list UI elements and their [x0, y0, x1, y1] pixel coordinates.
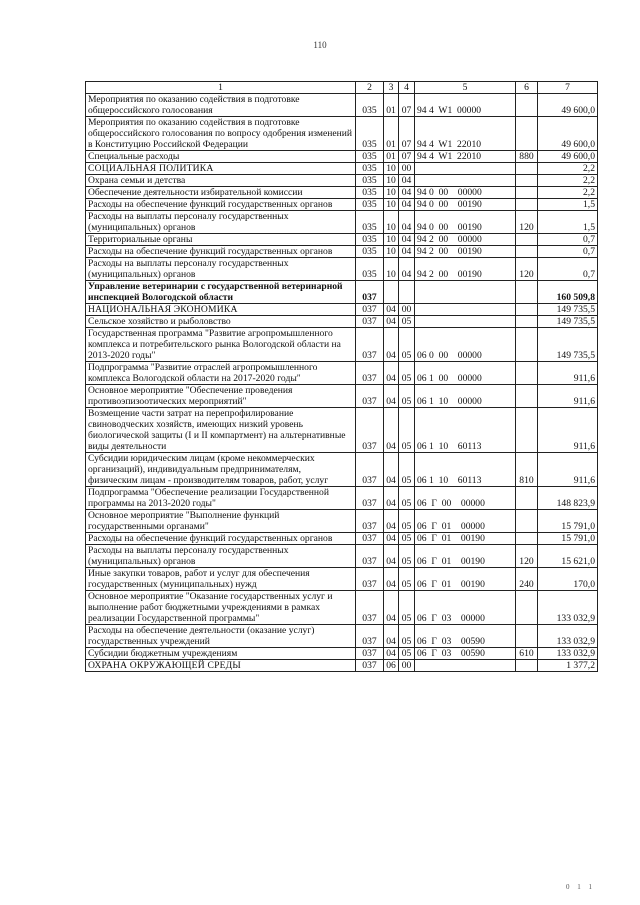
row-vr-cell [516, 591, 538, 625]
table-row [86, 453, 598, 487]
row-csr-cell [415, 304, 516, 316]
row-csr-cell: 06 1 10 60113 [415, 453, 516, 487]
row-rz-cell: 06 [384, 660, 399, 672]
table-row [86, 163, 598, 175]
row-name-cell: Иные закупки товаров, работ и услуг для обеспечения государственных (муниципальных) нужд [86, 568, 356, 591]
row-grbs-cell: 037 [356, 625, 384, 648]
row-csr-cell: 94 0 00 00190 [415, 199, 516, 211]
row-sum-cell: 15 791,0 [538, 510, 598, 533]
row-pr-cell: 07 [399, 94, 415, 117]
row-pr-cell: 05 [399, 591, 415, 625]
row-pr-cell: 05 [399, 408, 415, 453]
row-grbs-cell: 037 [356, 510, 384, 533]
row-grbs-cell: 037 [356, 316, 384, 328]
row-rz-cell: 04 [384, 385, 399, 408]
row-grbs-cell: 035 [356, 211, 384, 234]
row-name-cell: Обеспечение деятельности избирательной комиссии [86, 187, 356, 199]
row-name-cell: Государственная программа "Развитие агропромышленного комплекса и потребительского рынка Вологодской области на 2013-2020 годы" [86, 328, 356, 362]
row-sum-cell: 49 600,0 [538, 151, 598, 163]
row-csr-cell: 06 Г 01 00190 [415, 545, 516, 568]
row-csr-cell: 06 Г 01 00190 [415, 533, 516, 545]
header-cell-pr: 4 [399, 82, 415, 94]
row-vr-cell [516, 187, 538, 199]
table-row [86, 281, 598, 304]
row-name-cell: Управление ветеринарии с государственной ветеринарной инспекцией Вологодской области [86, 281, 356, 304]
row-name-cell: Субсидии бюджетным учреждениям [86, 648, 356, 660]
row-csr-cell: 94 4 W1 22010 [415, 117, 516, 151]
row-csr-cell: 06 1 00 00000 [415, 362, 516, 385]
row-rz-cell: 10 [384, 163, 399, 175]
row-sum-cell: 911,6 [538, 362, 598, 385]
row-grbs-cell: 035 [356, 187, 384, 199]
row-csr-cell: 06 1 10 00000 [415, 385, 516, 408]
row-rz-cell: 04 [384, 510, 399, 533]
table-row [86, 648, 598, 660]
row-grbs-cell: 037 [356, 660, 384, 672]
table-row [86, 660, 598, 672]
row-pr-cell: 04 [399, 258, 415, 281]
row-name-cell: Субсидии юридическим лицам (кроме некоммерческих организаций), индивидуальным предпринимателям, физическим лицам - производителям товаров, работ, услуг [86, 453, 356, 487]
row-pr-cell: 07 [399, 117, 415, 151]
row-sum-cell: 2,2 [538, 187, 598, 199]
row-csr-cell: 94 4 W1 22010 [415, 151, 516, 163]
row-csr-cell: 94 0 00 00190 [415, 211, 516, 234]
row-csr-cell: 06 Г 03 00590 [415, 625, 516, 648]
row-vr-cell [516, 328, 538, 362]
table-row [86, 304, 598, 316]
row-name-cell: Основное мероприятие "Оказание государственных услуг и выполнение работ бюджетными учреждениями в рамках реализации Государственной программы" [86, 591, 356, 625]
row-sum-cell: 911,6 [538, 385, 598, 408]
table-row [86, 175, 598, 187]
row-grbs-cell: 037 [356, 408, 384, 453]
row-sum-cell: 2,2 [538, 163, 598, 175]
row-sum-cell: 1,5 [538, 199, 598, 211]
row-name-cell: Территориальные органы [86, 234, 356, 246]
row-grbs-cell: 037 [356, 533, 384, 545]
row-csr-cell: 06 Г 03 00590 [415, 648, 516, 660]
row-name-cell: Основное мероприятие "Обеспечение проведения противоэпизоотических мероприятий" [86, 385, 356, 408]
row-rz-cell [384, 281, 399, 304]
row-rz-cell: 04 [384, 568, 399, 591]
row-vr-cell: 810 [516, 453, 538, 487]
row-grbs-cell: 037 [356, 545, 384, 568]
table-row [86, 568, 598, 591]
row-pr-cell [399, 281, 415, 304]
row-vr-cell: 120 [516, 258, 538, 281]
row-sum-cell: 15 621,0 [538, 545, 598, 568]
row-grbs-cell: 035 [356, 151, 384, 163]
row-vr-cell [516, 408, 538, 453]
row-rz-cell: 04 [384, 591, 399, 625]
row-csr-cell: 06 Г 01 00000 [415, 510, 516, 533]
row-sum-cell: 49 600,0 [538, 117, 598, 151]
row-sum-cell: 2,2 [538, 175, 598, 187]
table-row [86, 199, 598, 211]
table-row [86, 258, 598, 281]
row-sum-cell: 15 791,0 [538, 533, 598, 545]
row-pr-cell: 05 [399, 316, 415, 328]
table-row [86, 545, 598, 568]
row-csr-cell [415, 316, 516, 328]
row-sum-cell: 149 735,5 [538, 304, 598, 316]
row-vr-cell [516, 94, 538, 117]
row-rz-cell: 10 [384, 258, 399, 281]
header-cell-name: 1 [86, 82, 356, 94]
header-cell-rz: 3 [384, 82, 399, 94]
row-vr-cell [516, 304, 538, 316]
table-row [86, 211, 598, 234]
table-row [86, 408, 598, 453]
row-grbs-cell: 035 [356, 163, 384, 175]
row-grbs-cell: 037 [356, 648, 384, 660]
table-row [86, 234, 598, 246]
table-row [86, 625, 598, 648]
footer-mark: 0 1 1 [566, 883, 595, 891]
row-grbs-cell: 035 [356, 94, 384, 117]
table-row [86, 187, 598, 199]
row-sum-cell: 0,7 [538, 246, 598, 258]
row-pr-cell: 04 [399, 246, 415, 258]
row-grbs-cell: 037 [356, 487, 384, 510]
row-name-cell: Подпрограмма "Развитие отраслей агропромышленного комплекса Вологодской области на 2017-2020 годы" [86, 362, 356, 385]
row-name-cell: Мероприятия по оказанию содействия в подготовке общероссийского голосования [86, 94, 356, 117]
row-vr-cell: 240 [516, 568, 538, 591]
row-vr-cell [516, 510, 538, 533]
row-pr-cell: 05 [399, 533, 415, 545]
table-row [86, 533, 598, 545]
row-pr-cell: 04 [399, 187, 415, 199]
row-name-cell: Расходы на выплаты персоналу государственных (муниципальных) органов [86, 211, 356, 234]
row-sum-cell: 49 600,0 [538, 94, 598, 117]
row-sum-cell: 149 735,5 [538, 316, 598, 328]
row-csr-cell [415, 175, 516, 187]
row-pr-cell: 05 [399, 385, 415, 408]
row-csr-cell: 06 Г 03 00000 [415, 591, 516, 625]
row-csr-cell: 94 2 00 00000 [415, 234, 516, 246]
row-sum-cell: 148 823,9 [538, 487, 598, 510]
table-row [86, 316, 598, 328]
row-vr-cell [516, 316, 538, 328]
row-rz-cell: 01 [384, 117, 399, 151]
row-csr-cell [415, 660, 516, 672]
row-rz-cell: 04 [384, 533, 399, 545]
row-pr-cell: 05 [399, 648, 415, 660]
header-cell-grbs: 2 [356, 82, 384, 94]
row-pr-cell: 04 [399, 175, 415, 187]
row-vr-cell: 120 [516, 211, 538, 234]
row-name-cell: Мероприятия по оказанию содействия в подготовке общероссийского голосования по вопросу одобрения изменений в Конституцию Российской Федерации [86, 117, 356, 151]
row-grbs-cell: 037 [356, 328, 384, 362]
row-grbs-cell: 035 [356, 175, 384, 187]
row-pr-cell: 04 [399, 234, 415, 246]
row-grbs-cell: 035 [356, 258, 384, 281]
row-sum-cell: 911,6 [538, 408, 598, 453]
row-rz-cell: 10 [384, 246, 399, 258]
row-vr-cell [516, 660, 538, 672]
table-row [86, 362, 598, 385]
row-name-cell: Расходы на выплаты персоналу государственных (муниципальных) органов [86, 258, 356, 281]
row-rz-cell: 10 [384, 175, 399, 187]
row-pr-cell: 05 [399, 568, 415, 591]
row-vr-cell: 880 [516, 151, 538, 163]
row-vr-cell: 120 [516, 545, 538, 568]
row-name-cell: Возмещение части затрат на перепрофилирование свиноводческих хозяйств, имеющих низкий уровень биологической защиты (I и II компартмент) на альтернативные виды деятельности [86, 408, 356, 453]
row-csr-cell [415, 163, 516, 175]
row-name-cell: Охрана семьи и детства [86, 175, 356, 187]
row-vr-cell [516, 163, 538, 175]
table-row [86, 117, 598, 151]
row-rz-cell: 10 [384, 199, 399, 211]
row-name-cell: Сельское хозяйство и рыболовство [86, 316, 356, 328]
row-vr-cell [516, 533, 538, 545]
row-grbs-cell: 037 [356, 453, 384, 487]
row-grbs-cell: 035 [356, 234, 384, 246]
row-name-cell: НАЦИОНАЛЬНАЯ ЭКОНОМИКА [86, 304, 356, 316]
row-sum-cell: 133 032,9 [538, 625, 598, 648]
row-pr-cell: 05 [399, 625, 415, 648]
row-grbs-cell: 035 [356, 117, 384, 151]
row-rz-cell: 04 [384, 545, 399, 568]
row-vr-cell [516, 199, 538, 211]
row-rz-cell: 10 [384, 211, 399, 234]
row-rz-cell: 04 [384, 408, 399, 453]
header-cell-csr: 5 [415, 82, 516, 94]
row-pr-cell: 05 [399, 453, 415, 487]
row-grbs-cell: 035 [356, 246, 384, 258]
row-grbs-cell: 037 [356, 385, 384, 408]
row-grbs-cell: 037 [356, 362, 384, 385]
row-sum-cell: 133 032,9 [538, 648, 598, 660]
row-csr-cell: 94 2 00 00190 [415, 246, 516, 258]
row-csr-cell: 94 0 00 00000 [415, 187, 516, 199]
row-grbs-cell: 035 [356, 199, 384, 211]
row-rz-cell: 10 [384, 187, 399, 199]
row-sum-cell: 911,6 [538, 453, 598, 487]
row-csr-cell: 06 0 00 00000 [415, 328, 516, 362]
row-grbs-cell: 037 [356, 304, 384, 316]
row-vr-cell [516, 246, 538, 258]
row-grbs-cell: 037 [356, 591, 384, 625]
row-sum-cell: 0,7 [538, 234, 598, 246]
row-name-cell: Расходы на обеспечение функций государственных органов [86, 246, 356, 258]
row-csr-cell [415, 281, 516, 304]
row-rz-cell: 04 [384, 453, 399, 487]
table-row [86, 246, 598, 258]
row-sum-cell: 0,7 [538, 258, 598, 281]
row-vr-cell [516, 625, 538, 648]
row-pr-cell: 05 [399, 545, 415, 568]
row-sum-cell: 160 509,8 [538, 281, 598, 304]
row-pr-cell: 04 [399, 211, 415, 234]
row-sum-cell: 1 377,2 [538, 660, 598, 672]
table-row [86, 591, 598, 625]
row-sum-cell: 149 735,5 [538, 328, 598, 362]
row-csr-cell: 06 Г 01 00190 [415, 568, 516, 591]
row-pr-cell: 00 [399, 660, 415, 672]
budget-table [85, 81, 598, 672]
table-header-row [86, 82, 598, 94]
row-vr-cell [516, 281, 538, 304]
row-vr-cell: 610 [516, 648, 538, 660]
table-row [86, 510, 598, 533]
row-pr-cell: 05 [399, 487, 415, 510]
table-row [86, 487, 598, 510]
row-name-cell: Подпрограмма "Обеспечение реализации Государственной программы на 2013-2020 годы" [86, 487, 356, 510]
row-rz-cell: 04 [384, 328, 399, 362]
row-vr-cell [516, 385, 538, 408]
row-name-cell: ОХРАНА ОКРУЖАЮЩЕЙ СРЕДЫ [86, 660, 356, 672]
table-row [86, 385, 598, 408]
page-number: 110 [313, 40, 327, 50]
row-rz-cell: 04 [384, 487, 399, 510]
row-sum-cell: 133 032,9 [538, 591, 598, 625]
row-vr-cell [516, 234, 538, 246]
row-rz-cell: 04 [384, 316, 399, 328]
row-pr-cell: 04 [399, 199, 415, 211]
row-name-cell: Расходы на выплаты персоналу государственных (муниципальных) органов [86, 545, 356, 568]
row-csr-cell: 94 2 00 00190 [415, 258, 516, 281]
row-csr-cell: 06 Г 00 00000 [415, 487, 516, 510]
row-sum-cell: 170,0 [538, 568, 598, 591]
row-rz-cell: 01 [384, 94, 399, 117]
row-vr-cell [516, 362, 538, 385]
row-pr-cell: 05 [399, 510, 415, 533]
row-rz-cell: 04 [384, 362, 399, 385]
row-name-cell: Специальные расходы [86, 151, 356, 163]
table-row [86, 328, 598, 362]
row-name-cell: Расходы на обеспечение функций государственных органов [86, 533, 356, 545]
row-vr-cell [516, 117, 538, 151]
row-csr-cell: 94 4 W1 00000 [415, 94, 516, 117]
header-cell-sum: 7 [538, 82, 598, 94]
row-vr-cell [516, 175, 538, 187]
row-pr-cell: 07 [399, 151, 415, 163]
row-name-cell: СОЦИАЛЬНАЯ ПОЛИТИКА [86, 163, 356, 175]
row-grbs-cell: 037 [356, 568, 384, 591]
row-grbs-cell: 037 [356, 281, 384, 304]
row-name-cell: Расходы на обеспечение деятельности (оказание услуг) государственных учреждений [86, 625, 356, 648]
row-rz-cell: 04 [384, 648, 399, 660]
row-name-cell: Расходы на обеспечение функций государственных органов [86, 199, 356, 211]
row-sum-cell: 1,5 [538, 211, 598, 234]
row-pr-cell: 05 [399, 362, 415, 385]
row-pr-cell: 05 [399, 328, 415, 362]
row-pr-cell: 00 [399, 304, 415, 316]
row-vr-cell [516, 487, 538, 510]
row-rz-cell: 01 [384, 151, 399, 163]
row-rz-cell: 04 [384, 625, 399, 648]
table-row [86, 94, 598, 117]
row-pr-cell: 00 [399, 163, 415, 175]
row-name-cell: Основное мероприятие "Выполнение функций государственными органами" [86, 510, 356, 533]
row-csr-cell: 06 1 10 60113 [415, 408, 516, 453]
table-row [86, 151, 598, 163]
row-rz-cell: 10 [384, 234, 399, 246]
row-rz-cell: 04 [384, 304, 399, 316]
header-cell-vr: 6 [516, 82, 538, 94]
